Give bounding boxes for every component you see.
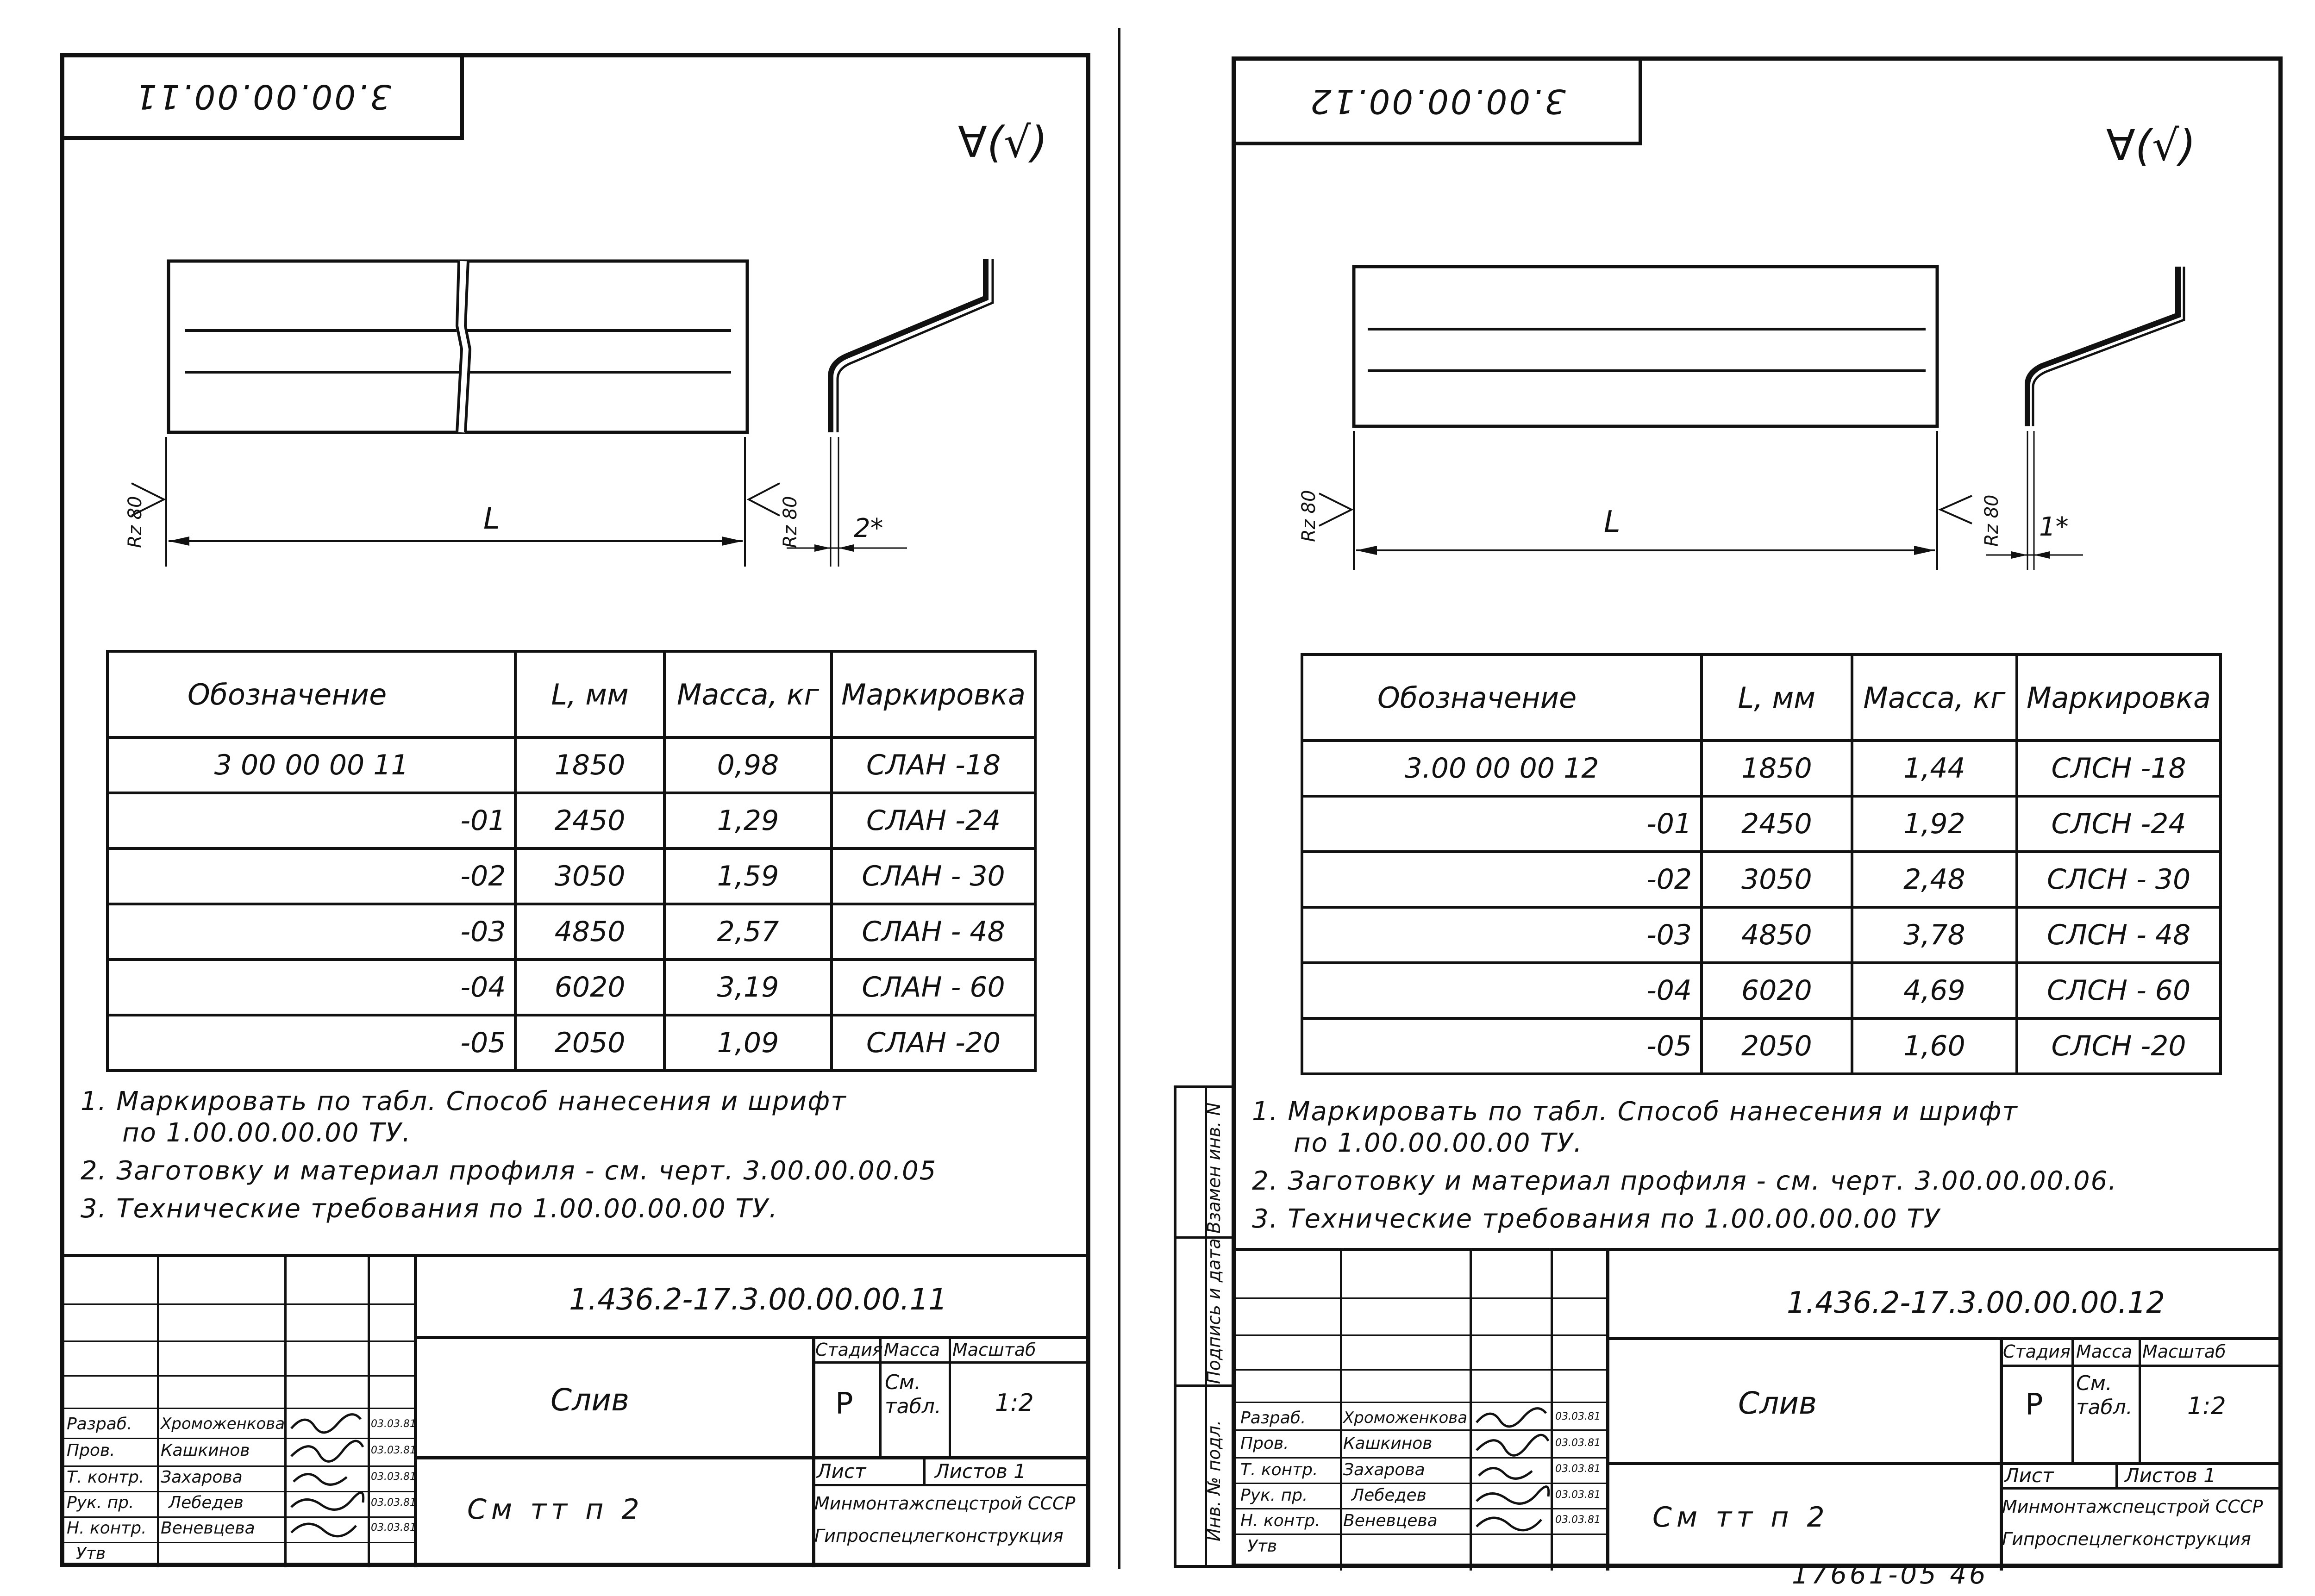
cell-marking: СЛСН - 30 bbox=[2017, 852, 2221, 907]
table-row bbox=[107, 793, 1035, 848]
cell-length: 6020 bbox=[1702, 963, 1852, 1018]
header-mass: Масса, кг bbox=[664, 651, 832, 737]
note-line: 1. Маркировать по табл. Способ нанесения и шрифт bbox=[81, 1086, 847, 1116]
specification-table bbox=[106, 650, 1037, 1072]
date-norm-control: 03.03.81 bbox=[1555, 1514, 1601, 1526]
rotated-code-box bbox=[1236, 61, 1642, 145]
role-tech-control: Т. контр. bbox=[1240, 1460, 1318, 1479]
role-developer: Разраб. bbox=[1240, 1409, 1306, 1428]
cell-designation: -05 bbox=[1302, 1018, 1702, 1074]
table-row bbox=[1302, 741, 2221, 796]
note-line: по 1.00.00.00.00 ТУ. bbox=[1294, 1128, 1583, 1158]
cell-mass: 0,98 bbox=[664, 737, 832, 793]
side-stamp-signature-date: Подпись и дата bbox=[1204, 1238, 1224, 1384]
date-developer: 03.03.81 bbox=[1555, 1411, 1601, 1422]
cell-length: 4850 bbox=[515, 904, 664, 960]
table-row bbox=[1302, 907, 2221, 963]
cell-length: 4850 bbox=[1702, 907, 1852, 963]
cell-marking: СЛСН - 60 bbox=[2017, 963, 2221, 1018]
profile-section bbox=[2027, 267, 2178, 426]
role-checker: Пров. bbox=[67, 1441, 115, 1460]
thickness-dimension-label: 1* bbox=[2039, 512, 2069, 542]
organization-ministry: Минмонтажспецстрой СССР bbox=[2002, 1496, 2263, 1517]
specification-table bbox=[1301, 653, 2222, 1075]
cell-length: 3050 bbox=[515, 848, 664, 904]
drawing-code-rotated: 3.00.00.00.12 bbox=[1308, 81, 1566, 121]
sheet-label: Лист bbox=[2004, 1464, 2054, 1487]
drawing-sheet-1 bbox=[60, 53, 1090, 1567]
roughness-left-label: Rz 80 bbox=[125, 496, 146, 548]
technical-notes bbox=[81, 1083, 1076, 1228]
header-designation: Обозначение bbox=[107, 651, 515, 737]
mass-label: Масса bbox=[884, 1340, 940, 1360]
cell-designation: -03 bbox=[107, 904, 515, 960]
rotated-code-box bbox=[64, 57, 464, 140]
part-drawing bbox=[1236, 232, 2282, 648]
table-row bbox=[1302, 963, 2221, 1018]
document-number: 1.436.2-17.3.00.00.00.12 bbox=[1787, 1286, 2165, 1320]
date-project-lead: 03.03.81 bbox=[371, 1497, 416, 1509]
stage-value: Р bbox=[835, 1387, 853, 1421]
cell-length: 2450 bbox=[515, 793, 664, 848]
cell-designation: -04 bbox=[1302, 963, 1702, 1018]
table-row bbox=[107, 1015, 1035, 1071]
cell-designation: -04 bbox=[107, 960, 515, 1015]
date-checker: 03.03.81 bbox=[371, 1445, 416, 1456]
title-block bbox=[64, 1254, 1088, 1570]
header-designation: Обозначение bbox=[1302, 655, 1702, 741]
table-row bbox=[107, 904, 1035, 960]
side-stamp-replacement: Взамен инв. N bbox=[1204, 1102, 1224, 1234]
organization-ministry: Минмонтажспецстрой СССР bbox=[814, 1493, 1076, 1514]
technical-notes bbox=[1252, 1093, 2271, 1238]
cell-designation: -02 bbox=[107, 848, 515, 904]
table-row bbox=[107, 737, 1035, 793]
roughness-symbol: ∀(√) bbox=[2106, 121, 2196, 170]
table-row bbox=[1302, 796, 2221, 852]
document-number: 1.436.2-17.3.00.00.00.11 bbox=[569, 1283, 947, 1317]
cell-designation: -02 bbox=[1302, 852, 1702, 907]
plate-outline bbox=[1354, 267, 1937, 426]
name-developer: Хроможенкова bbox=[161, 1415, 285, 1433]
table-header-row bbox=[107, 651, 1035, 737]
date-norm-control: 03.03.81 bbox=[371, 1522, 416, 1534]
cell-marking: СЛАН - 60 bbox=[832, 960, 1035, 1015]
table-row bbox=[107, 960, 1035, 1015]
cell-mass: 1,92 bbox=[1852, 796, 2017, 852]
dimension-L-label: L bbox=[1604, 505, 1620, 539]
date-project-lead: 03.03.81 bbox=[1555, 1489, 1601, 1501]
sheets-count: Листов 1 bbox=[935, 1460, 1026, 1483]
stage-label: Стадия bbox=[815, 1340, 883, 1360]
role-norm-control: Н. контр. bbox=[1240, 1511, 1320, 1530]
cell-designation: -01 bbox=[1302, 796, 1702, 852]
table-row bbox=[107, 848, 1035, 904]
roughness-right-label: Rz 80 bbox=[1981, 494, 2002, 547]
side-stamp-original-inventory: Инв. № подл. bbox=[1204, 1420, 1224, 1541]
cell-mass: 1,60 bbox=[1852, 1018, 2017, 1074]
cell-mass: 2,48 bbox=[1852, 852, 2017, 907]
cell-length: 3050 bbox=[1702, 852, 1852, 907]
mass-value: См. табл. bbox=[885, 1371, 941, 1418]
organization-institute: Гипроспецлегконструкция bbox=[814, 1526, 1064, 1546]
name-tech-control: Захарова bbox=[161, 1468, 243, 1487]
material-reference: См тт п 2 bbox=[1652, 1501, 1829, 1534]
date-checker: 03.03.81 bbox=[1555, 1437, 1601, 1449]
cell-length: 1850 bbox=[1702, 741, 1852, 796]
cell-mass: 1,44 bbox=[1852, 741, 2017, 796]
role-project-lead: Рук. пр. bbox=[1240, 1486, 1308, 1505]
cell-marking: СЛАН -18 bbox=[832, 737, 1035, 793]
name-checker: Кашкинов bbox=[1343, 1434, 1433, 1453]
date-developer: 03.03.81 bbox=[371, 1418, 416, 1430]
cell-marking: СЛСН -20 bbox=[2017, 1018, 2221, 1074]
header-marking: Маркировка bbox=[832, 651, 1035, 737]
name-norm-control: Веневцева bbox=[161, 1519, 255, 1538]
role-project-lead: Рук. пр. bbox=[67, 1493, 134, 1512]
cell-marking: СЛАН - 48 bbox=[832, 904, 1035, 960]
cell-designation: 3 00 00 00 11 bbox=[107, 737, 515, 793]
cell-length: 1850 bbox=[515, 737, 664, 793]
note-line: по 1.00.00.00.00 ТУ. bbox=[122, 1118, 412, 1148]
archive-number: 17661-05 46 bbox=[1792, 1560, 1989, 1590]
table-row bbox=[1302, 1018, 2221, 1074]
cell-designation: -03 bbox=[1302, 907, 1702, 963]
sheets-count: Листов 1 bbox=[2125, 1464, 2216, 1487]
scale-label: Масштаб bbox=[2142, 1341, 2226, 1362]
cell-mass: 3,19 bbox=[664, 960, 832, 1015]
role-developer: Разраб. bbox=[67, 1415, 132, 1434]
header-mass: Масса, кг bbox=[1852, 655, 2017, 741]
dimension-L-label: L bbox=[483, 502, 500, 536]
cell-designation: -05 bbox=[107, 1015, 515, 1071]
note-line: 2. Заготовку и материал профиля - см. черт. 3.00.00.00.05 bbox=[81, 1156, 937, 1186]
stage-label: Стадия bbox=[2003, 1341, 2071, 1362]
scale-value: 1:2 bbox=[2187, 1392, 2226, 1420]
date-tech-control: 03.03.81 bbox=[371, 1471, 416, 1483]
sheet-label: Лист bbox=[817, 1460, 866, 1483]
role-approved: Утв bbox=[1247, 1537, 1277, 1556]
name-tech-control: Захарова bbox=[1343, 1460, 1425, 1479]
signatures bbox=[287, 1410, 368, 1544]
cell-mass: 1,29 bbox=[664, 793, 832, 848]
cell-marking: СЛСН -18 bbox=[2017, 741, 2221, 796]
mass-label: Масса bbox=[2076, 1341, 2133, 1362]
title-block bbox=[1236, 1248, 2280, 1571]
role-tech-control: Т. контр. bbox=[67, 1468, 144, 1487]
cell-length: 2050 bbox=[1702, 1018, 1852, 1074]
sheet-divider bbox=[1118, 28, 1120, 1569]
cell-mass: 2,57 bbox=[664, 904, 832, 960]
note-line: 3. Технические требования по 1.00.00.00.00 ТУ. bbox=[81, 1194, 778, 1224]
role-norm-control: Н. контр. bbox=[67, 1519, 147, 1538]
note-line: 2. Заготовку и материал профиля - см. черт. 3.00.00.00.06. bbox=[1252, 1166, 2118, 1196]
organization-institute: Гипроспецлегконструкция bbox=[2002, 1529, 2251, 1549]
note-line: 3. Технические требования по 1.00.00.00.00 ТУ bbox=[1252, 1204, 1940, 1234]
cell-mass: 1,09 bbox=[664, 1015, 832, 1071]
cell-designation: 3.00 00 00 12 bbox=[1302, 741, 1702, 796]
cell-length: 2450 bbox=[1702, 796, 1852, 852]
material-reference: См тт п 2 bbox=[467, 1493, 644, 1526]
roughness-symbol: ∀(√) bbox=[958, 118, 1048, 167]
stage-value: Р bbox=[2025, 1388, 2043, 1422]
cell-mass: 3,78 bbox=[1852, 907, 2017, 963]
cell-marking: СЛАН -24 bbox=[832, 793, 1035, 848]
header-marking: Маркировка bbox=[2017, 655, 2221, 741]
cell-length: 2050 bbox=[515, 1015, 664, 1071]
date-tech-control: 03.03.81 bbox=[1555, 1463, 1601, 1475]
header-length: L, мм bbox=[1702, 655, 1852, 741]
scale-label: Масштаб bbox=[952, 1340, 1036, 1360]
name-project-lead: Лебедев bbox=[1351, 1486, 1427, 1505]
role-approved: Утв bbox=[76, 1544, 106, 1563]
note-line: 1. Маркировать по табл. Способ нанесения и шрифт bbox=[1252, 1097, 2018, 1127]
header-length: L, мм bbox=[515, 651, 664, 737]
signatures bbox=[1472, 1404, 1551, 1538]
cell-marking: СЛСН - 48 bbox=[2017, 907, 2221, 963]
cell-designation: -01 bbox=[107, 793, 515, 848]
table-header-row bbox=[1302, 655, 2221, 741]
part-name: Слив bbox=[1738, 1385, 1817, 1421]
part-drawing bbox=[64, 233, 1092, 650]
cell-marking: СЛСН -24 bbox=[2017, 796, 2221, 852]
name-project-lead: Лебедев bbox=[169, 1493, 244, 1512]
role-checker: Пров. bbox=[1240, 1434, 1289, 1453]
roughness-left-label: Rz 80 bbox=[1298, 490, 1320, 542]
cell-marking: СЛАН - 30 bbox=[832, 848, 1035, 904]
cell-length: 6020 bbox=[515, 960, 664, 1015]
cell-marking: СЛАН -20 bbox=[832, 1015, 1035, 1071]
profile-section bbox=[831, 259, 986, 432]
table-row bbox=[1302, 852, 2221, 907]
scale-value: 1:2 bbox=[995, 1389, 1034, 1417]
thickness-dimension-label: 2* bbox=[854, 513, 883, 543]
cell-mass: 4,69 bbox=[1852, 963, 2017, 1018]
name-developer: Хроможенкова bbox=[1343, 1409, 1468, 1427]
name-checker: Кашкинов bbox=[161, 1441, 250, 1460]
drawing-sheet-2 bbox=[1232, 56, 2283, 1568]
cell-mass: 1,59 bbox=[664, 848, 832, 904]
mass-value: См. табл. bbox=[2076, 1372, 2133, 1419]
roughness-right-label: Rz 80 bbox=[780, 496, 801, 548]
name-norm-control: Веневцева bbox=[1343, 1511, 1438, 1530]
part-name: Слив bbox=[551, 1382, 630, 1418]
drawing-code-rotated: 3.00.00.00.11 bbox=[133, 77, 391, 116]
